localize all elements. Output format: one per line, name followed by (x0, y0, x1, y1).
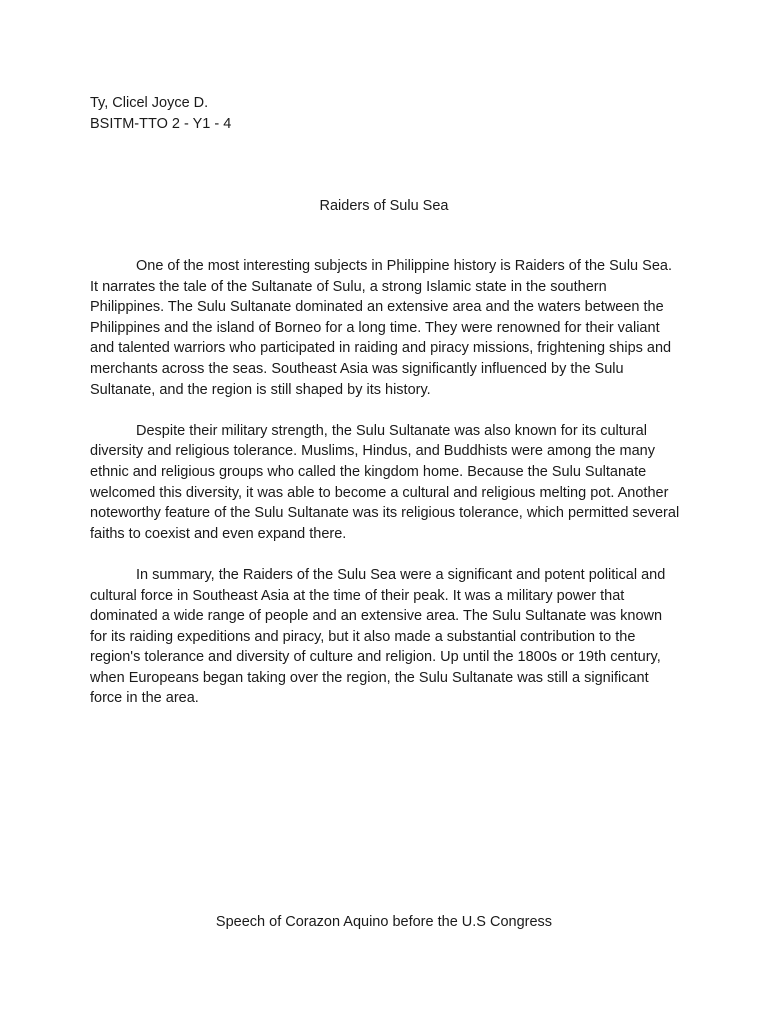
paragraph-3: In summary, the Raiders of the Sulu Sea were a significant and potent political and cultural force in Southeast Asia at the time of their peak. It was a military power that dominated a wide range of people and an extensive area. The Sulu Sultanate was known for its raiding expeditions and piracy, but it also made a substantial contribution to the region's tolerance and diversity of culture and religion. Up until the 1800s or 19th century, when Europeans began taking over the region, the Sulu Sultanate was still a significant force in the area. (90, 566, 666, 707)
author-header (90, 93, 231, 134)
essay-title: Raiders of Sulu Sea (319, 198, 449, 214)
course-section: BSITM-TTO 2 - Y1 - 4 (90, 115, 232, 132)
paragraph-2: Despite their military strength, the Sulu Sultanate was also known for its cultural diversity and religious tolerance. Muslims, Hindus, and Buddhists were among the many ethnic and religious groups who called the kingdom home. Because the Sulu Sultanate welcomed this diversity, it was able to become a cultural and religious melting pot. Another noteworthy feature of the Sulu Sultanate was its religious tolerance, which permitted several faiths to coexist and even expand there. (90, 422, 680, 542)
author-name: Ty, Clicel Joyce D. (90, 95, 209, 111)
next-essay-title: Speech of Corazon Aquino before the U.S Congress (215, 914, 553, 930)
essay-body (90, 256, 680, 730)
paragraph-1: One of the most interesting subjects in Philippine history is Raiders of the Sulu Sea. It narrates the tale of the Sultanate of Sulu, a strong Islamic state in the southern Philippines. The Sulu Sultanate dominated an extensive area and the waters between the Philippines and the island of Borneo for a long time. They were renowned for their valiant and talented warriors who participated in raiding and piracy missions, frightening ships and merchants across the seas. Southeast Asia was significantly influenced by the Sulu Sultanate, and the region is still shaped by its history. (90, 258, 672, 398)
